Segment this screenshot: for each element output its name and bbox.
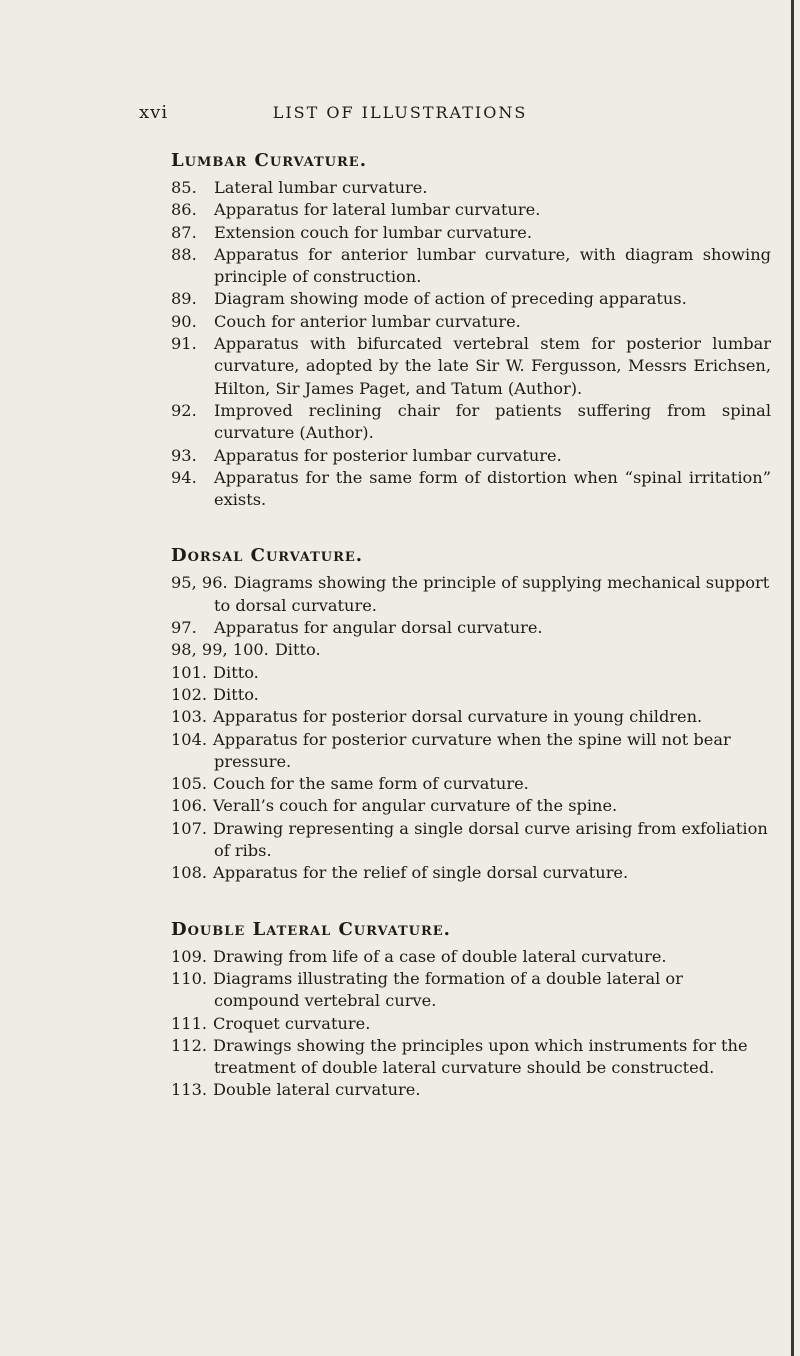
figure-number: 86. [171, 200, 197, 220]
figure-caption: Apparatus for posterior curvature when the spine will not bear pressure. [213, 729, 731, 771]
figure-number: 94. [171, 467, 197, 487]
figure-caption: Apparatus for lateral lumbar curvature. [214, 200, 541, 220]
figure-number: 106. [171, 796, 208, 816]
figure-number: 110. [171, 968, 208, 988]
section [171, 914, 771, 1102]
figure-number: 95, 96. [171, 573, 228, 593]
figure-caption: Croquet curvature. [213, 1013, 371, 1033]
figure-number: 91. [171, 334, 197, 354]
list-item [171, 1079, 771, 1101]
list-item [171, 445, 771, 467]
section-heading: Dorsal Curvature. [171, 545, 364, 567]
figure-number: 97. [171, 618, 197, 638]
list-item [171, 1013, 771, 1035]
figure-caption: Apparatus for the same form of distortion when “spinal irritation” exists. [214, 467, 771, 510]
list-item [171, 617, 771, 639]
figure-number: 93. [171, 445, 197, 465]
figure-caption: Apparatus with bifurcated vertebral stem for posterior lumbar curvature, adopted by the late Sir W. Fergusson, Messrs Erichsen, Hilton, Sir James Paget, and Tatum (Author). [214, 334, 771, 398]
list-item [171, 177, 771, 199]
list-item [171, 1035, 771, 1080]
figure-caption: Lateral lumbar curvature. [214, 178, 428, 197]
figure-caption: Drawing from life of a case of double lateral curvature. [213, 946, 667, 966]
list-item [171, 729, 771, 774]
running-head: LIST OF ILLUSTRATIONS [272, 103, 528, 122]
figure-number: 87. [171, 222, 197, 242]
figure-caption: Diagrams illustrating the formation of a double lateral or compound vertebral curve. [213, 968, 683, 1011]
figure-number: 102. [171, 684, 208, 704]
figure-caption: Extension couch for lumbar curvature. [214, 222, 533, 242]
figure-caption: Couch for the same form of curvature. [213, 774, 529, 794]
figure-number: 90. [171, 311, 197, 331]
figure-caption: Verall’s couch for angular curvature of the spine. [213, 796, 618, 816]
section-heading: Lumbar Curvature. [171, 150, 367, 171]
figure-number: 101. [171, 662, 208, 682]
list-item [171, 662, 771, 684]
list-item [171, 862, 771, 884]
figure-number: 105. [171, 774, 208, 794]
section-gap [171, 511, 771, 540]
figure-number: 98, 99, 100. [171, 640, 269, 660]
list-item [171, 773, 771, 795]
section-heading: Double Lateral Curvature. [171, 918, 451, 940]
page-edge-line [791, 0, 794, 1356]
figure-number: 92. [171, 400, 197, 420]
list-item [171, 968, 771, 1013]
figure-caption: Ditto. [213, 662, 259, 682]
figure-number: 113. [171, 1080, 208, 1100]
figure-caption: Ditto. [213, 684, 259, 704]
list-item [171, 572, 771, 617]
figure-caption: Diagram showing mode of action of preceding apparatus. [214, 289, 687, 309]
list-item [171, 400, 771, 445]
section [171, 540, 771, 884]
list-item [171, 639, 771, 661]
list-item [171, 333, 771, 400]
figure-number: 85. [171, 178, 197, 197]
figure-caption: Apparatus for the relief of single dorsal curvature. [213, 863, 629, 883]
figure-caption: Apparatus for posterior dorsal curvature in young children. [213, 707, 703, 727]
figure-number: 112. [171, 1035, 208, 1055]
list-item [171, 795, 771, 817]
section-gap [171, 885, 771, 914]
list-item [171, 199, 771, 221]
figure-caption: Apparatus for angular dorsal curvature. [214, 618, 543, 638]
page-number: xvi [139, 102, 169, 123]
list-item [171, 946, 771, 968]
list-item [171, 706, 771, 728]
figure-caption: Drawing representing a single dorsal curve arising from exfoliation of ribs. [213, 818, 768, 861]
figure-caption: Diagrams showing the principle of supplying mechanical support to dorsal curvature. [214, 573, 770, 615]
list-item [171, 244, 771, 289]
figure-caption: Drawings showing the principles upon which instruments for the treatment of double lateral curvature should be constructed. [213, 1035, 748, 1078]
figure-number: 108. [171, 863, 208, 883]
list-item [171, 467, 771, 512]
figure-caption: Double lateral curvature. [213, 1080, 421, 1100]
figure-caption: Couch for anterior lumbar curvature. [214, 311, 521, 331]
figure-number: 109. [171, 946, 208, 966]
figure-number: 107. [171, 818, 208, 838]
figure-number: 88. [171, 244, 197, 264]
figure-number: 89. [171, 289, 197, 309]
figure-caption: Apparatus for posterior lumbar curvature. [214, 445, 562, 465]
list-item [171, 288, 771, 310]
illustration-list [171, 145, 771, 1102]
section [171, 145, 771, 511]
list-item [171, 818, 771, 863]
figure-caption: Apparatus for anterior lumbar curvature, with diagram showing principle of construction. [214, 244, 771, 287]
figure-number: 103. [171, 707, 208, 727]
figure-caption: Improved reclining chair for patients suffering from spinal curvature (Author). [214, 400, 771, 443]
figure-number: 111. [171, 1013, 208, 1033]
list-item [171, 222, 771, 244]
page-header [0, 102, 800, 132]
figure-caption: Ditto. [274, 640, 321, 660]
figure-number: 104. [171, 729, 208, 749]
list-item [171, 311, 771, 333]
list-item [171, 684, 771, 706]
